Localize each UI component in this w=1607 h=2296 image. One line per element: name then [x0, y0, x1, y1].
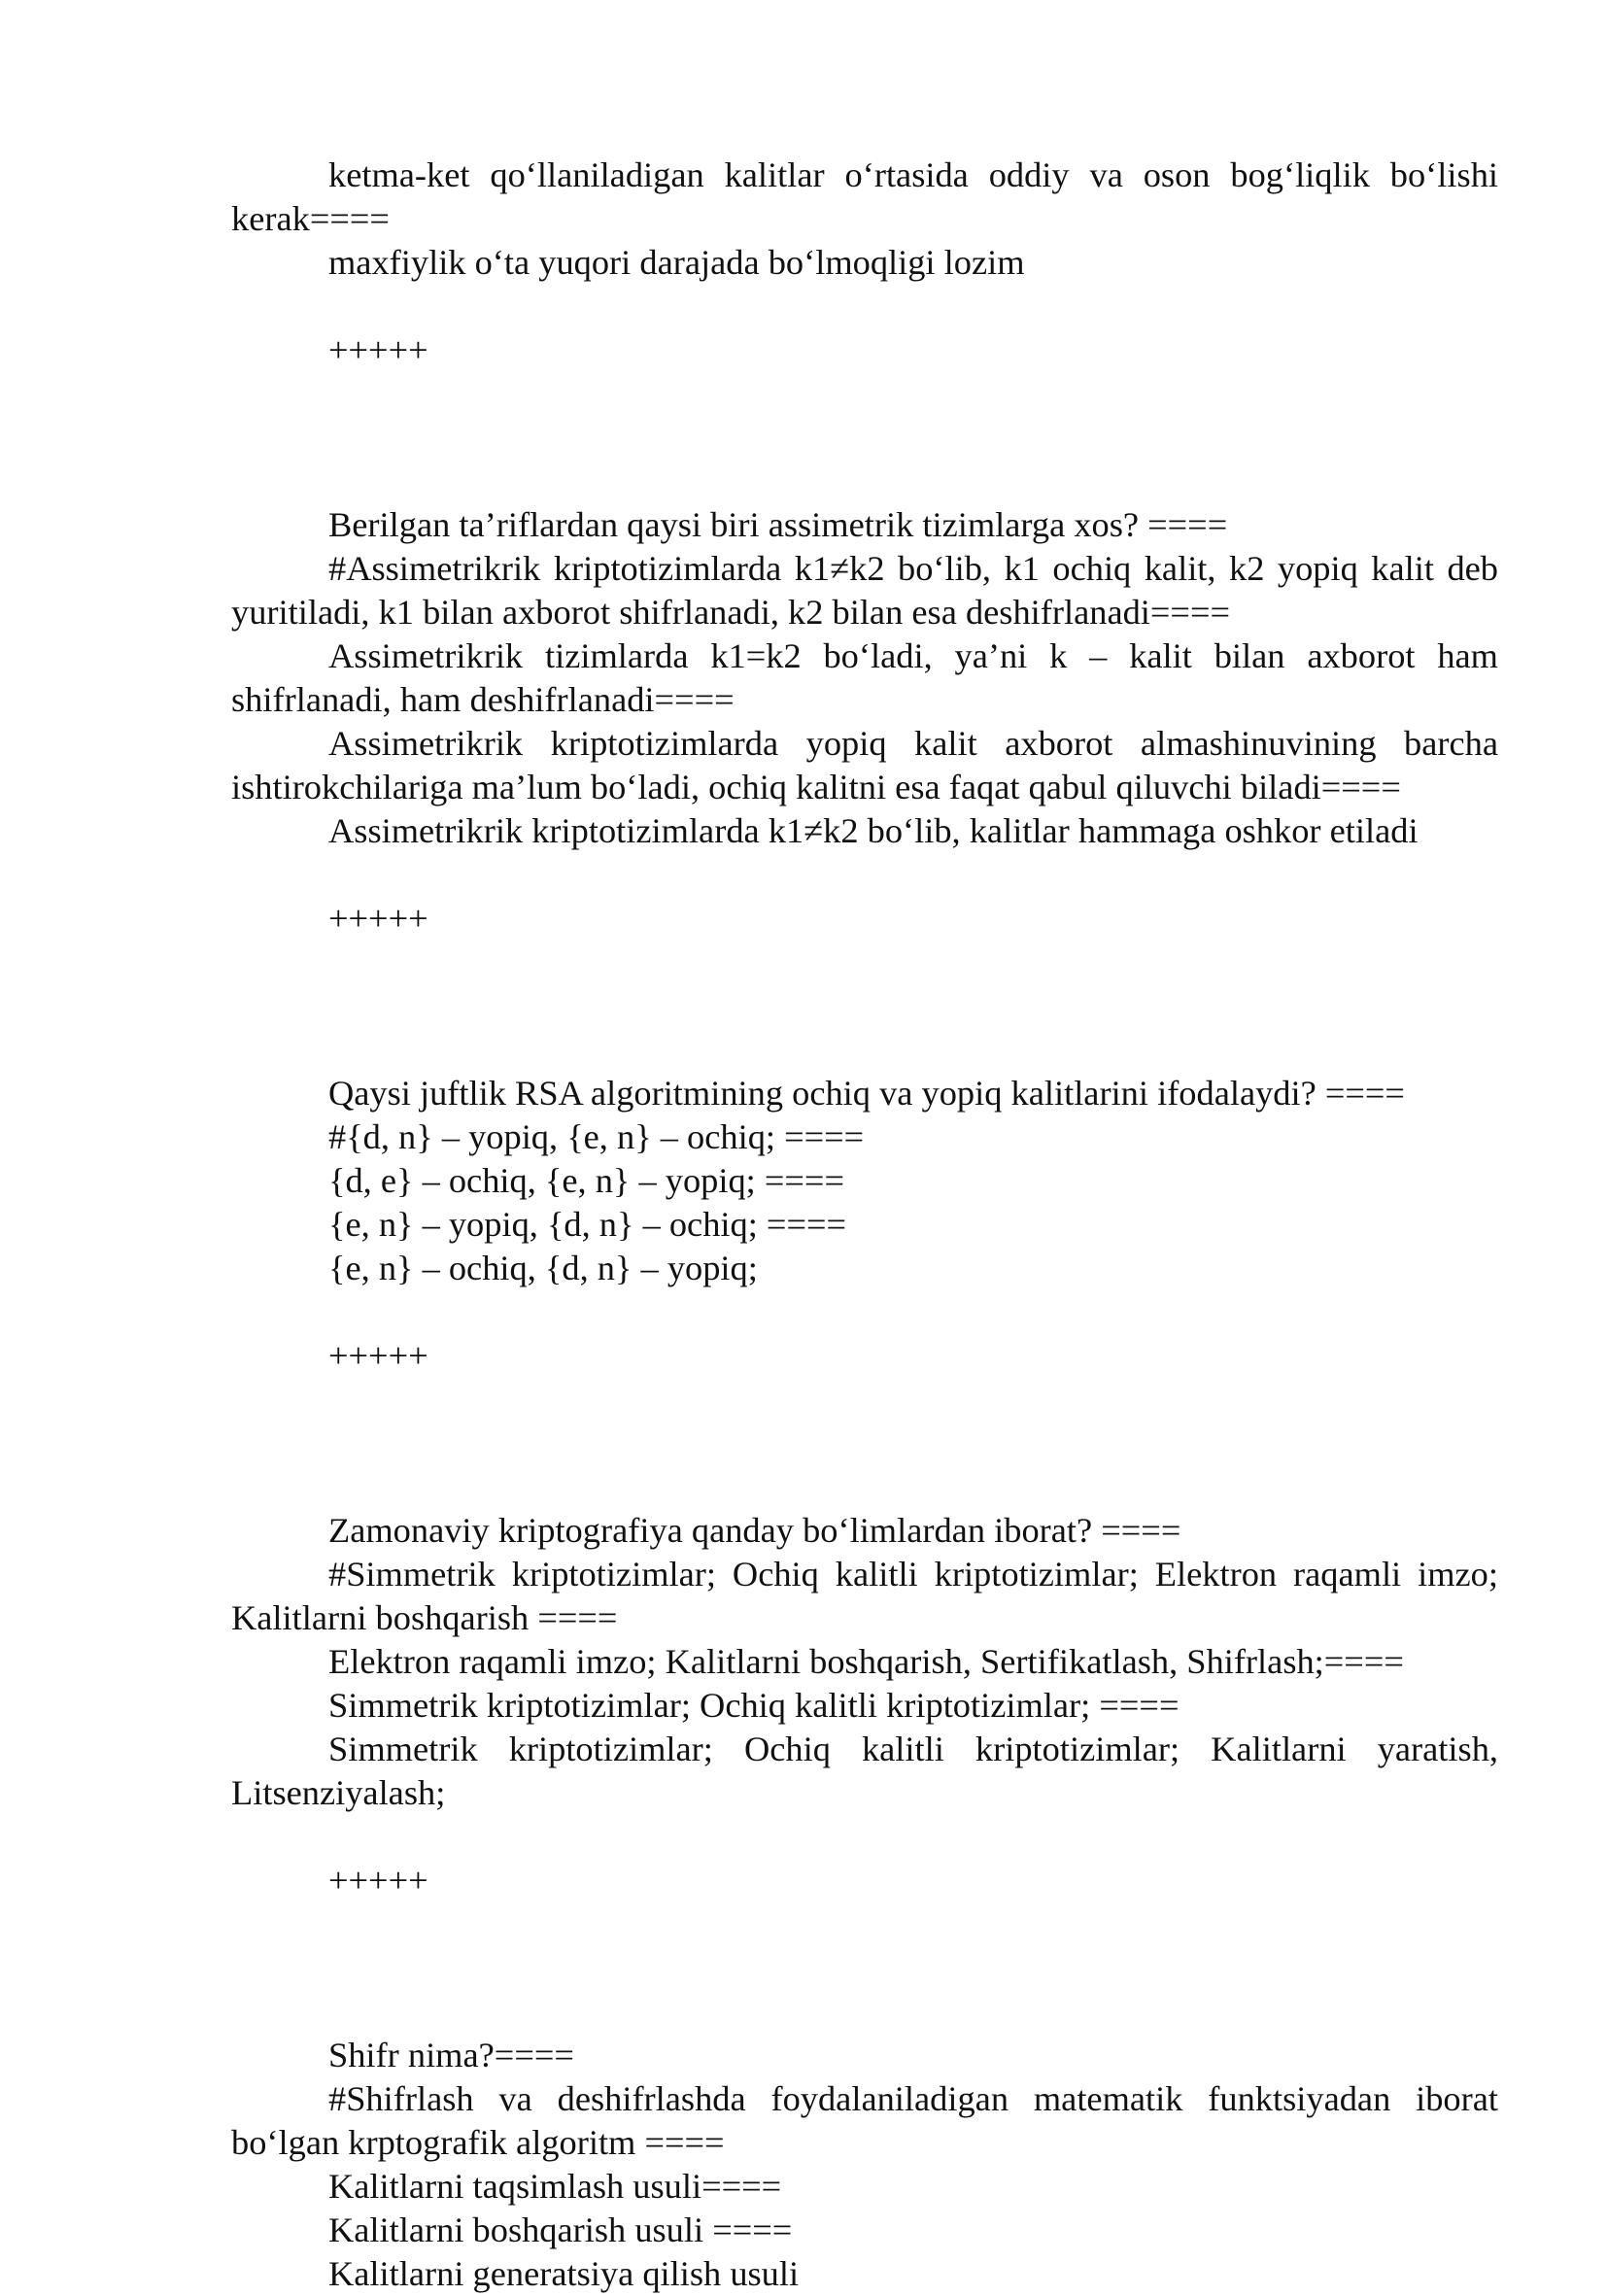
answer-option: Kalitlarni boshqarish usuli ====: [328, 2210, 793, 2249]
answer-option: {e, n} – ochiq, {d, n} – yopiq;: [328, 1249, 758, 1287]
question-text: Qaysi juftlik RSA algoritmining ochiq va yopiq kalitlarini ifodalaydi? ====: [328, 1074, 1405, 1113]
question-block: [231, 2034, 1498, 2296]
answer-option: Kalitlarni taqsimlash usuli====: [328, 2167, 782, 2206]
answer-option: {d, e} – ochiq, {e, n} – yopiq; ====: [328, 1161, 844, 1200]
question-block: [231, 1072, 1498, 1378]
question-separator: +++++: [328, 1336, 428, 1375]
question-block: [231, 154, 1498, 372]
answer-option: Kalitlarni generatsiya qilish usuli: [328, 2254, 800, 2293]
question-block: [231, 503, 1498, 941]
question-separator: +++++: [328, 899, 428, 938]
question-text: Shifr nima?====: [328, 2036, 574, 2074]
answer-option: #Assimetrikrik kriptotizimlarda k1≠k2 bo‘lib, k1 ochiq kalit, k2 yopiq kalit deb yuritiladi, k1 bilan axborot shifrlanadi, k2 bilan esa deshifrlanadi====: [231, 549, 1498, 632]
answer-option: maxfiylik o‘ta yuqori darajada bo‘lmoqligi lozim: [328, 243, 1025, 282]
answer-option: {e, n} – yopiq, {d, n} – ochiq; ====: [328, 1205, 847, 1244]
answer-option: #Shifrlash va deshifrlashda foydalaniladigan matematik funktsiyadan iborat bo‘lgan krptografik algoritm ====: [231, 2079, 1498, 2162]
answer-option: #Simmetrik kriptotizimlar; Ochiq kalitli kriptotizimlar; Elektron raqamli imzo; Kalitlarni boshqarish ====: [231, 1555, 1498, 1637]
answer-option: Assimetrikrik kriptotizimlarda yopiq kalit axborot almashinuvining barcha ishtirokchilariga ma’lum bo‘ladi, ochiq kalitni esa faqat qabul qiluvchi biladi====: [231, 724, 1498, 806]
answer-option: Simmetrik kriptotizimlar; Ochiq kalitli kriptotizimlar; ====: [328, 1686, 1180, 1725]
answer-option: Elektron raqamli imzo; Kalitlarni boshqarish, Sertifikatlash, Shifrlash;====: [328, 1642, 1404, 1681]
answer-option: Assimetrikrik tizimlarda k1=k2 bo‘ladi, ya’ni k – kalit bilan axborot ham shifrlanadi, ham deshifrlanadi====: [231, 636, 1498, 719]
question-text: Zamonaviy kriptografiya qanday bo‘limlardan iborat? ====: [328, 1511, 1181, 1550]
answer-option: Assimetrikrik kriptotizimlarda k1≠k2 bo‘lib, kalitlar hammaga oshkor etiladi: [328, 811, 1419, 850]
question-block: [231, 1509, 1498, 1902]
question-separator: +++++: [328, 1861, 428, 1900]
question-separator: +++++: [328, 330, 428, 369]
document-page: [231, 154, 1498, 2296]
question-text: Berilgan ta’riflardan qaysi biri assimetrik tizimlarga xos? ====: [328, 505, 1228, 544]
answer-option: #{d, n} – yopiq, {e, n} – ochiq; ====: [328, 1117, 865, 1156]
answer-option: Simmetrik kriptotizimlar; Ochiq kalitli kriptotizimlar; Kalitlarni yaratish, Litsenziyalash;: [231, 1730, 1498, 1812]
answer-option: ketma-ket qo‘llaniladigan kalitlar o‘rtasida oddiy va oson bog‘liqlik bo‘lishi kerak====: [231, 155, 1498, 238]
